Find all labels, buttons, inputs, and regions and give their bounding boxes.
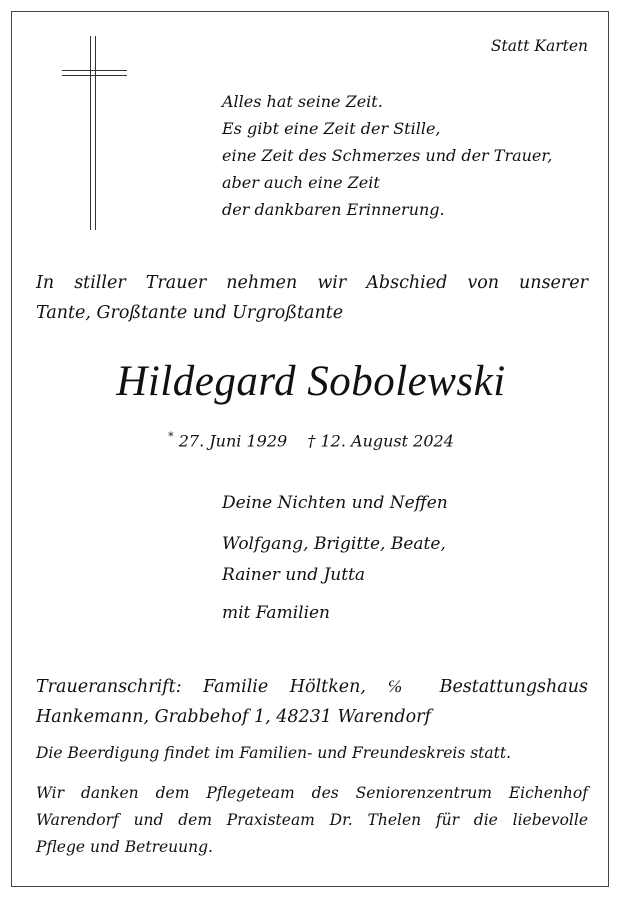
mourners-line: Wolfgang, Brigitte, Beate,: [222, 534, 446, 554]
poem-line: Alles hat seine Zeit.: [222, 92, 383, 111]
birth-symbol: *: [168, 430, 174, 443]
deceased-name: Hildegard Sobolewski: [116, 358, 506, 405]
address-line: Hankemann, Grabbehof 1, 48231 Warendorf: [36, 707, 431, 727]
funeral-address: [36, 672, 588, 732]
statt-karten-label: Statt Karten: [490, 37, 588, 55]
thanks-line: Warendorf und dem Praxisteam Dr. Thelen für die liebevolle: [36, 811, 588, 829]
mourners-line: Rainer und Jutta: [222, 565, 366, 585]
mourners-line: mit Familien: [222, 603, 331, 623]
intro-line: Tante, Großtante und Urgroßtante: [36, 303, 344, 323]
address-line: Traueranschrift: Familie Höltken, ℅ Bestattungshaus: [36, 677, 588, 697]
intro-text: [36, 268, 588, 328]
poem-line: aber auch eine Zeit: [222, 173, 380, 192]
thanks-note: [36, 780, 588, 861]
intro-line: In stiller Trauer nehmen wir Abschied von unserer: [36, 273, 588, 293]
poem-line: der dankbaren Erinnerung.: [222, 200, 445, 219]
thanks-line: Wir danken dem Pflegeteam des Seniorenzentrum Eichenhof: [36, 784, 588, 802]
birth-date: 27. Juni 1929: [178, 431, 288, 451]
death-symbol: †: [307, 431, 316, 451]
thanks-line: Pflege und Betreuung.: [36, 838, 213, 856]
mourners-line: Deine Nichten und Neffen: [222, 493, 448, 513]
poem-line: Es gibt eine Zeit der Stille,: [222, 119, 441, 138]
life-dates: [20, 430, 602, 450]
poem: [222, 88, 602, 223]
poem-line: eine Zeit des Schmerzes und der Trauer,: [222, 146, 553, 165]
death-date: 12. August 2024: [320, 431, 454, 451]
burial-note: Die Beerdigung findet im Familien- und Freundeskreis statt.: [36, 744, 512, 762]
